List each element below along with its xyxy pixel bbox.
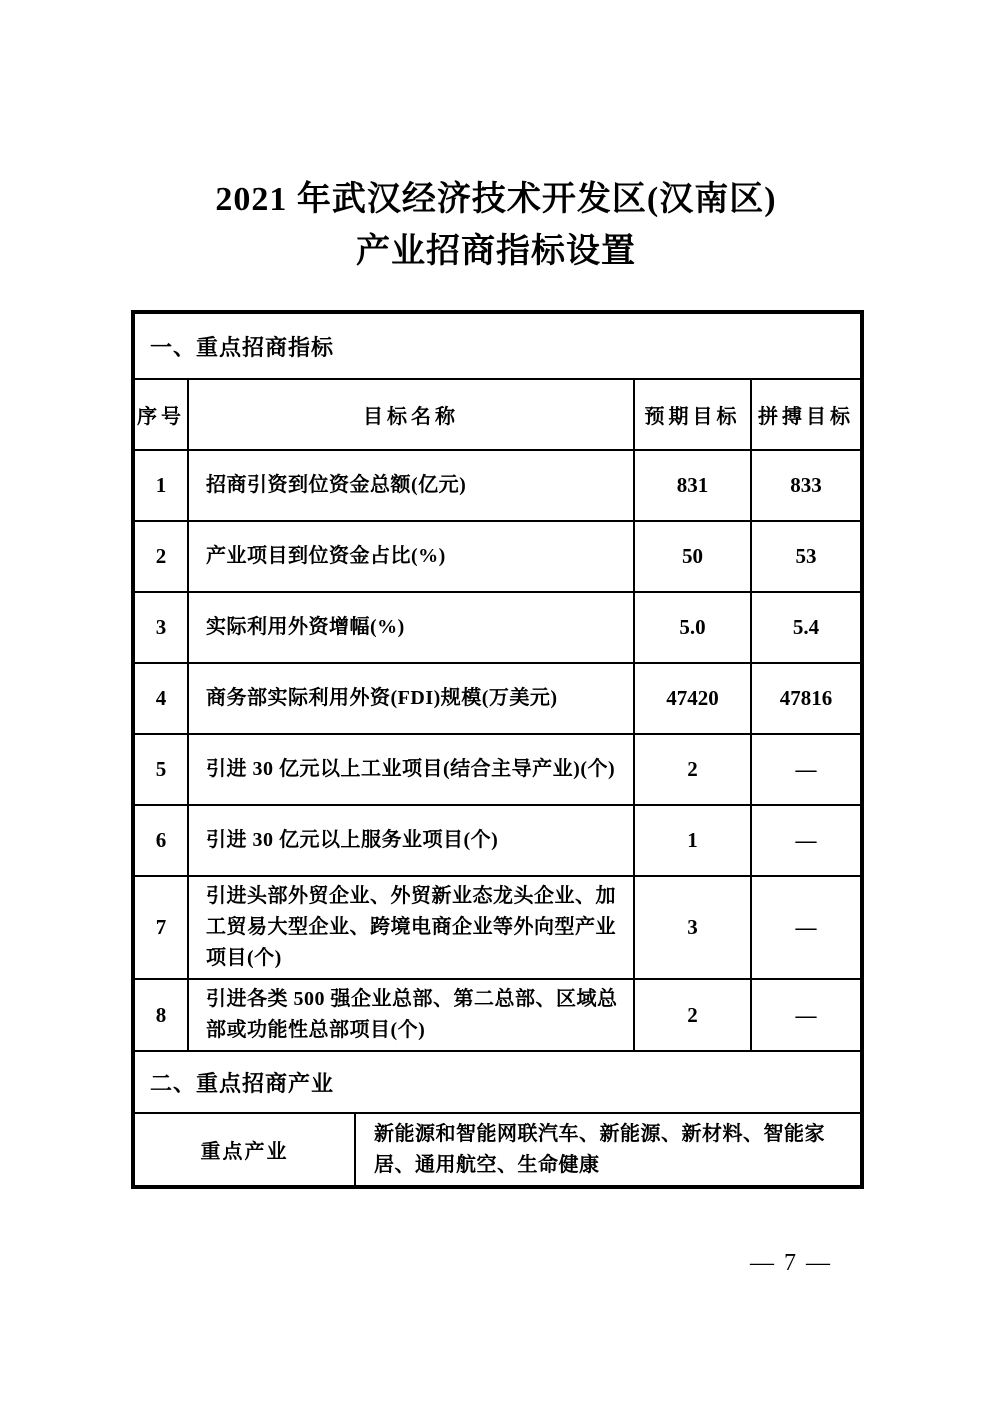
section-1-header: 一、重点招商指标 [135,314,860,380]
expected-target-value: 3 [635,877,752,978]
row-index: 6 [135,806,189,875]
target-name: 产业项目到位资金占比(%) [189,522,635,591]
section-2-header: 二、重点招商产业 [135,1052,860,1114]
table-header-row [135,380,860,451]
key-industry-value: 新能源和智能网联汽车、新能源、新材料、智能家居、通用航空、生命健康 [374,1122,825,1176]
target-name: 引进头部外贸企业、外贸新业态龙头企业、加工贸易大型企业、跨境电商企业等外向型产业项目(个) [189,877,635,978]
table-row-8 [135,980,860,1052]
key-industry-label: 重点产业 [135,1114,356,1185]
row-index: 8 [135,980,189,1050]
striving-target-value: — [795,915,817,939]
target-name: 引进各类 500 强企业总部、第二总部、区域总部或功能性总部项目(个) [189,980,635,1050]
expected-target-value: 50 [635,522,752,591]
striving-target-value: — [795,828,817,852]
target-name: 引进 30 亿元以上服务业项目(个) [189,806,635,875]
expected-target-value: 831 [635,451,752,520]
table-row-7 [135,877,860,980]
column-header-expected-target: 预期目标 [635,380,752,449]
title-line-1: 2021 年武汉经济技术开发区(汉南区) [215,181,777,218]
column-header-target-name: 目标名称 [189,380,635,449]
row-index: 1 [135,451,189,520]
striving-target-value: — [795,757,817,781]
expected-target-value: 2 [635,980,752,1050]
indicator-table [131,310,864,1189]
target-name: 招商引资到位资金总额(亿元) [189,451,635,520]
row-index: 3 [135,593,189,662]
striving-target-value: — [795,1002,817,1027]
column-header-index: 序号 [135,380,189,449]
striving-target-value: 5.4 [792,615,820,639]
expected-target-value: 2 [635,735,752,804]
striving-target-value: 53 [795,544,817,568]
title-line-2: 产业招商指标设置 [356,233,636,270]
striving-target-value: 833 [790,473,822,497]
column-header-striving-target: 拼搏目标 [758,406,854,428]
expected-target-value: 5.0 [635,593,752,662]
document-title [0,0,992,278]
target-name: 实际利用外资增幅(%) [189,593,635,662]
table-row-1 [135,451,860,522]
striving-target-value: 47816 [779,686,833,710]
expected-target-value: 47420 [635,664,752,733]
row-index: 7 [135,877,189,978]
page-number: — 7 — [750,1250,832,1276]
key-industry-row [135,1114,860,1185]
table-row-6 [135,806,860,877]
target-name: 引进 30 亿元以上工业项目(结合主导产业)(个) [189,735,635,804]
table-row-3 [135,593,860,664]
target-name: 商务部实际利用外资(FDI)规模(万美元) [189,664,635,733]
table-row-4 [135,664,860,735]
expected-target-value: 1 [635,806,752,875]
table-row-5 [135,735,860,806]
table-row-2 [135,522,860,593]
row-index: 2 [135,522,189,591]
row-index: 4 [135,664,189,733]
row-index: 5 [135,735,189,804]
